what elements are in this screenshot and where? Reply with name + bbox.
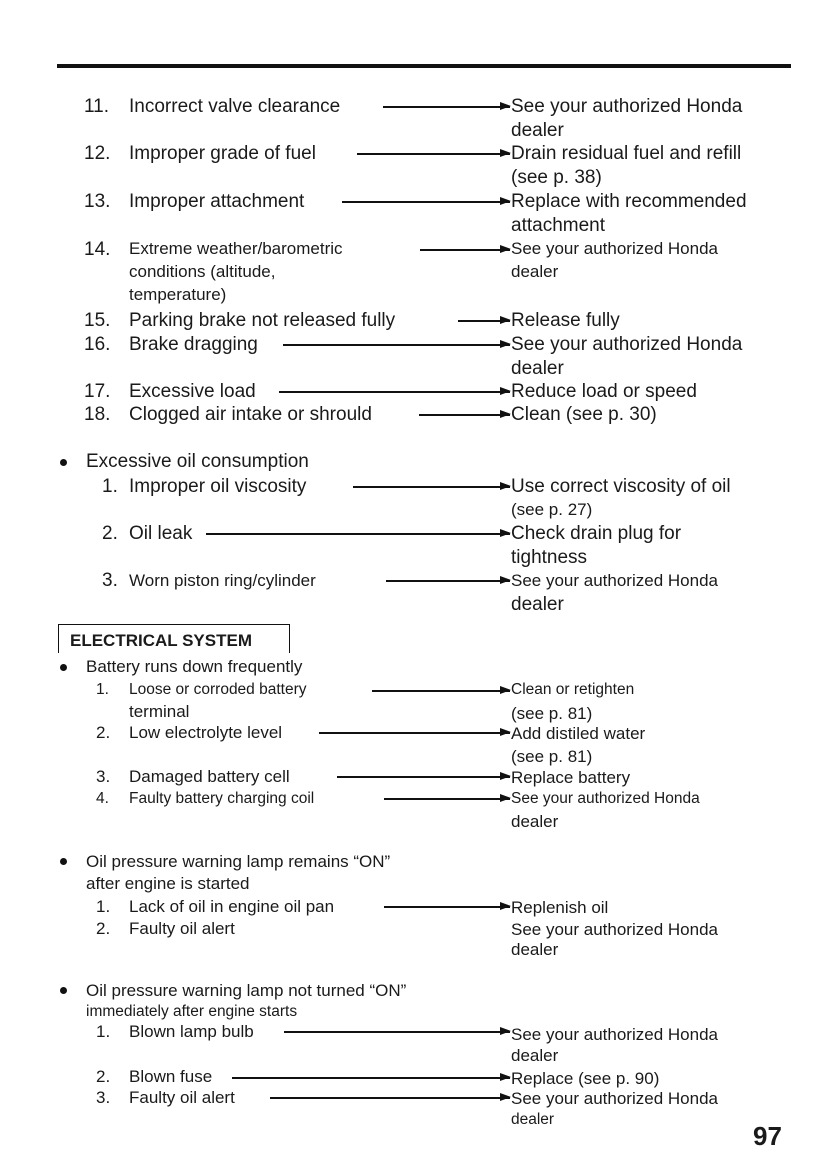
remedy-text: attachment bbox=[511, 215, 605, 236]
arrow bbox=[342, 201, 510, 203]
cause-text: Blown lamp bulb bbox=[129, 1022, 254, 1041]
remedy-text: (see p. 81) bbox=[511, 747, 593, 766]
cause-text: temperature) bbox=[129, 285, 227, 304]
remedy-text: dealer bbox=[511, 262, 559, 281]
item-number: 1. bbox=[96, 1022, 111, 1041]
arrow bbox=[270, 1097, 510, 1099]
item-number: 1. bbox=[96, 897, 111, 916]
remedy-text: Release fully bbox=[511, 310, 620, 331]
remedy-text: dealer bbox=[511, 1046, 559, 1065]
remedy-text: Replace with recommended bbox=[511, 191, 747, 212]
arrow bbox=[283, 344, 510, 346]
remedy-text: See your authorized Honda bbox=[511, 920, 718, 939]
cause-text: Damaged battery cell bbox=[129, 767, 290, 786]
remedy-text: Reduce load or speed bbox=[511, 381, 697, 402]
item-number: 3. bbox=[96, 767, 111, 786]
bullet bbox=[60, 987, 67, 994]
cause-text: Parking brake not released fully bbox=[129, 310, 396, 331]
cause-text: Faulty oil alert bbox=[129, 1088, 235, 1107]
cause-text: Faulty oil alert bbox=[129, 919, 235, 938]
remedy-text: Check drain plug for bbox=[511, 523, 682, 544]
bullet bbox=[60, 858, 67, 865]
cause-text: Faulty battery charging coil bbox=[129, 790, 315, 807]
cause-text: terminal bbox=[129, 702, 190, 721]
arrow bbox=[419, 414, 510, 416]
item-number: 14. bbox=[84, 239, 111, 260]
arrow bbox=[420, 249, 510, 251]
arrow bbox=[383, 106, 510, 108]
remedy-text: See your authorized Honda bbox=[511, 1025, 718, 1044]
arrow bbox=[279, 391, 510, 393]
remedy-text: dealer bbox=[511, 1111, 555, 1128]
item-number: 2. bbox=[96, 919, 111, 938]
section-title: Excessive oil consumption bbox=[86, 451, 309, 472]
remedy-text: Replace battery bbox=[511, 768, 631, 787]
remedy-text: dealer bbox=[511, 120, 564, 141]
cause-text: Clogged air intake or shrould bbox=[129, 404, 372, 425]
cause-text: Brake dragging bbox=[129, 334, 258, 355]
arrow bbox=[384, 906, 510, 908]
remedy-text: tightness bbox=[511, 547, 588, 568]
section-heading: ELECTRICAL SYSTEM bbox=[70, 631, 252, 650]
item-number: 11. bbox=[84, 96, 110, 117]
remedy-text: See your authorized Honda bbox=[511, 571, 718, 590]
remedy-text: dealer bbox=[511, 940, 559, 959]
remedy-text: See your authorized Honda bbox=[511, 334, 743, 355]
remedy-text: Clean or retighten bbox=[511, 681, 635, 698]
remedy-text: dealer bbox=[511, 812, 559, 831]
arrow bbox=[353, 486, 510, 488]
subsection-title: immediately after engine starts bbox=[86, 1003, 298, 1020]
subsection-title: Oil pressure warning lamp not turned “ON” bbox=[86, 981, 407, 1000]
cause-text: Incorrect valve clearance bbox=[129, 96, 341, 117]
cause-text: Low electrolyte level bbox=[129, 723, 283, 742]
cause-text: Worn piston ring/cylinder bbox=[129, 571, 316, 590]
subsection-title: after engine is started bbox=[86, 874, 250, 893]
item-number: 13. bbox=[84, 191, 111, 212]
cause-text: Extreme weather/barometric bbox=[129, 239, 343, 258]
arrow bbox=[206, 533, 510, 535]
arrow bbox=[372, 690, 510, 692]
remedy-text: (see p. 81) bbox=[511, 704, 593, 723]
remedy-text: See your authorized Honda bbox=[511, 1089, 718, 1108]
cause-text: conditions (altitude, bbox=[129, 262, 276, 281]
bullet bbox=[60, 664, 67, 671]
cause-text: Improper attachment bbox=[129, 191, 305, 212]
remedy-text: dealer bbox=[511, 594, 564, 615]
arrow bbox=[357, 153, 510, 155]
item-number: 2. bbox=[96, 1067, 111, 1086]
item-number: 1. bbox=[102, 476, 118, 497]
cause-text: Improper oil viscosity bbox=[129, 476, 307, 497]
arrow bbox=[337, 776, 510, 778]
arrow bbox=[384, 798, 510, 800]
arrow bbox=[458, 320, 510, 322]
item-number: 15. bbox=[84, 310, 111, 331]
bullet bbox=[60, 459, 67, 466]
remedy-text: dealer bbox=[511, 358, 564, 379]
arrow bbox=[319, 732, 510, 734]
subsection-title: Oil pressure warning lamp remains “ON” bbox=[86, 852, 391, 871]
cause-text: Blown fuse bbox=[129, 1067, 213, 1086]
item-number: 3. bbox=[96, 1088, 111, 1107]
arrow bbox=[232, 1077, 510, 1079]
item-number: 4. bbox=[96, 790, 109, 807]
item-number: 1. bbox=[96, 681, 109, 698]
item-number: 3. bbox=[102, 570, 118, 591]
remedy-text: See your authorized Honda bbox=[511, 790, 700, 807]
cause-text: Oil leak bbox=[129, 523, 193, 544]
subsection-title: Battery runs down frequently bbox=[86, 657, 303, 676]
remedy-text: Replace (see p. 90) bbox=[511, 1069, 660, 1088]
remedy-text: See your authorized Honda bbox=[511, 96, 743, 117]
item-number: 18. bbox=[84, 404, 111, 425]
page-number: 97 bbox=[753, 1121, 782, 1151]
arrow bbox=[284, 1031, 510, 1033]
top-rule bbox=[57, 64, 791, 68]
item-number: 2. bbox=[96, 723, 111, 742]
remedy-text: Use correct viscosity of oil bbox=[511, 476, 731, 497]
remedy-text: Add distiled water bbox=[511, 724, 646, 743]
item-number: 12. bbox=[84, 143, 111, 164]
cause-text: Loose or corroded battery bbox=[129, 681, 307, 698]
cause-text: Improper grade of fuel bbox=[129, 143, 316, 164]
remedy-text: Replenish oil bbox=[511, 898, 609, 917]
item-number: 17. bbox=[84, 381, 111, 402]
arrow bbox=[386, 580, 510, 582]
item-number: 2. bbox=[102, 523, 118, 544]
remedy-text: (see p. 27) bbox=[511, 500, 593, 519]
item-number: 16. bbox=[84, 334, 111, 355]
remedy-text: See your authorized Honda bbox=[511, 239, 718, 258]
remedy-text: Drain residual fuel and refill bbox=[511, 143, 742, 164]
remedy-text: (see p. 38) bbox=[511, 167, 602, 188]
remedy-text: Clean (see p. 30) bbox=[511, 404, 657, 425]
cause-text: Lack of oil in engine oil pan bbox=[129, 897, 335, 916]
cause-text: Excessive load bbox=[129, 381, 256, 402]
